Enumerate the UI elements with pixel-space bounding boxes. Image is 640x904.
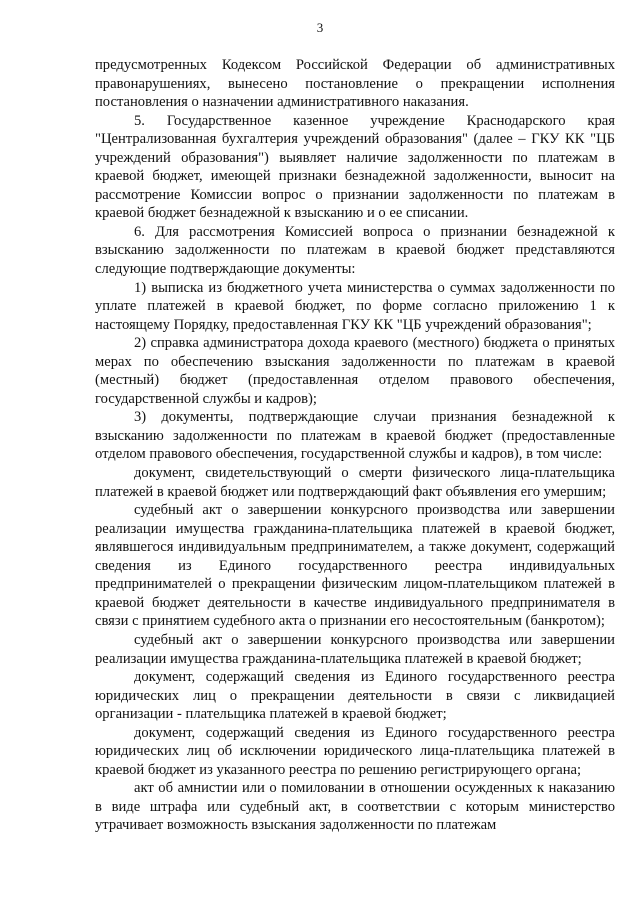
paragraph-continuation: предусмотренных Кодексом Российской Федерации об административных правонарушениях, вынесено постановление о прекращении исполнения постановления о назначении административного наказания. [95, 57, 615, 111]
paragraph-registry-exclusion: документ, содержащий сведения из Единого государственного реестра юридических лиц об исключении юридического лица-плательщика платежей в краевой бюджет из указанного реестра по решению регистрирующего органа; [95, 724, 615, 778]
paragraph-subitem-3: 3) документы, подтверждающие случаи признания безнадежной к взысканию задолженности по платежам в краевой бюджет (предоставленные отделом правового обеспечения, государственной службы и кадров), в том числе: [95, 409, 615, 463]
paragraph-bankruptcy-citizen: судебный акт о завершении конкурсного производства или завершении реализации имущества гражданина-плательщика платежей в краевой бюджет; [95, 631, 615, 667]
paragraph-death-document: документ, свидетельствующий о смерти физического лица-плательщика платежей в краевой бюджет или подтверждающий факт объявления его умершим; [95, 465, 615, 500]
paragraph-subitem-1: 1) выписка из бюджетного учета министерства о суммах задолженности по уплате платежей в краевой бюджет, по форме согласно приложению 1 к настоящему Порядку, предоставленная ГКУ КК "ЦБ учреждений образования"; [95, 279, 615, 333]
body-text [95, 56, 615, 835]
paragraph-item-6: 6. Для рассмотрения Комиссией вопроса о признании безнадежной к взысканию задолженности по платежам в краевой бюджет представляются следующие подтверждающие документы: [95, 223, 615, 278]
page-number: 3 [316, 20, 324, 35]
paragraph-amnesty: акт об амнистии или о помиловании в отношении осужденных к наказанию в виде штрафа или судебный акт, в соответствии с которым министерство утрачивает возможность взыскания задолженности по платежам [95, 780, 615, 834]
paragraph-bankruptcy-entrepreneur: судебный акт о завершении конкурсного производства или завершении реализации имущества гражданина-плательщика платежей в краевой бюджет, являвшегося индивидуальным предпринимателем, а также документ, содержащий сведения из Единого государственного реестра индивидуальных предпринимателей о прекращении физическим лицом-плательщиком платежей в краевой бюджет деятельности в качестве индивидуального предпринимателя в связи с принятием судебного акта о признании его несостоятельным (банкротом); [95, 502, 615, 630]
paragraph-item-5: 5. Государственное казенное учреждение Краснодарского края "Централизованная бухгалтерия учреждений образования" (далее – ГКУ КК "ЦБ учреждений образования") выявляет наличие задолженности по платежам в краевой бюджет, имеющей признаки безнадежной задолженности, выносит на рассмотрение Комиссии вопрос о признании задолженности по платежам в краевой бюджет безнадежной к взысканию и о ее списании. [95, 112, 615, 222]
paragraph-liquidation: документ, содержащий сведения из Единого государственного реестра юридических лиц о прекращении деятельности в связи с ликвидацией организации - плательщика платежей в краевой бюджет; [95, 669, 615, 723]
paragraph-subitem-2: 2) справка администратора дохода краевого (местного) бюджета о принятых мерах по обеспечению взыскания задолженности по платежам в краевой (местный) бюджет (предоставленная отделом правового обеспечения, государственной службы и кадров); [95, 335, 615, 407]
